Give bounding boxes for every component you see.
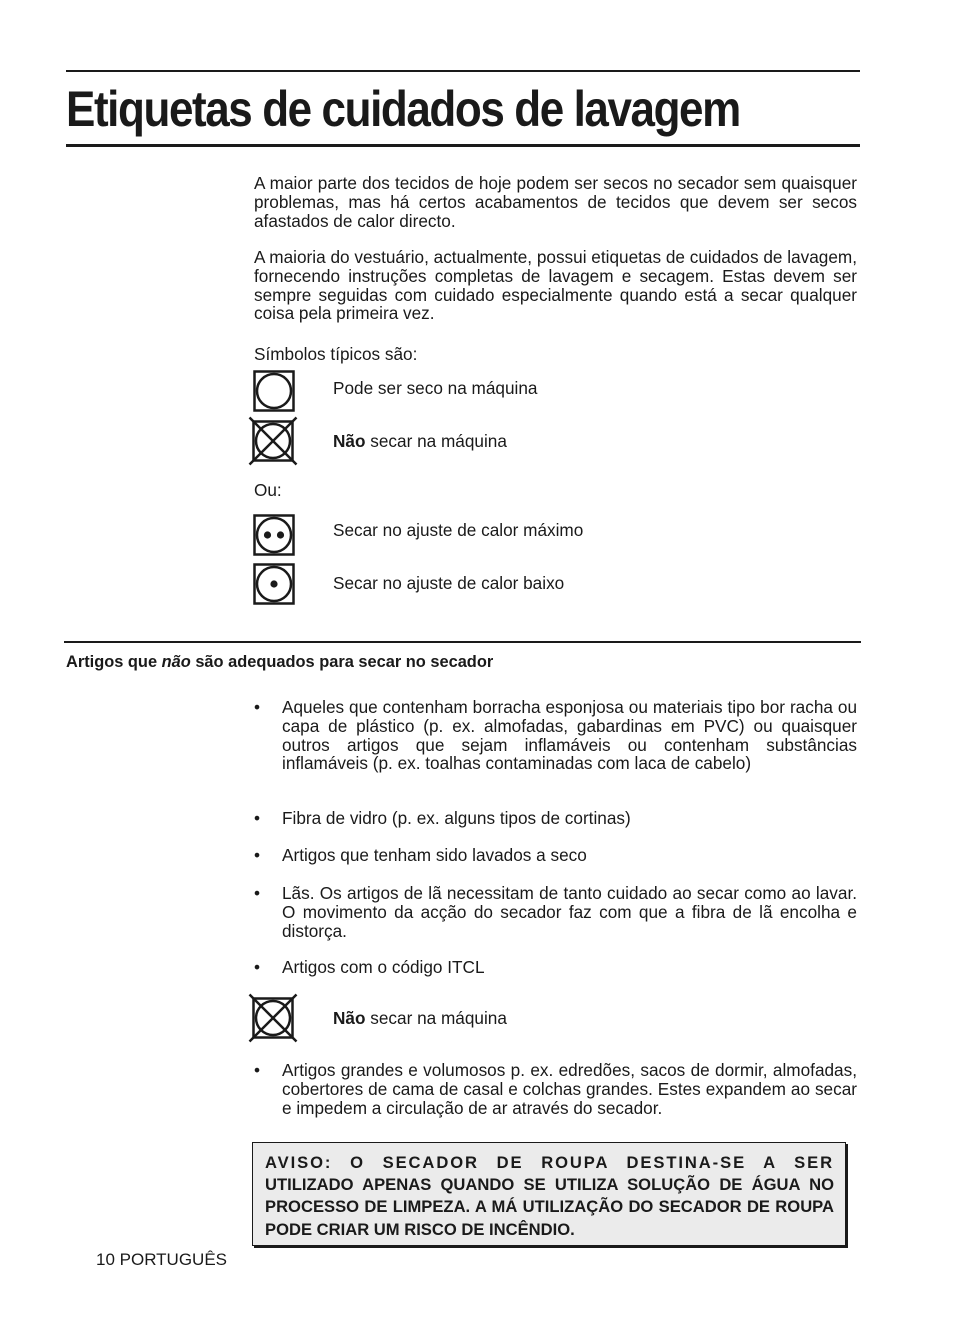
- section-heading-text: são adequados para secar no secador: [190, 653, 494, 671]
- list-item-text: Artigos que tenham sido lavados a seco: [282, 845, 587, 865]
- intro-paragraph-1: A maior parte dos tecidos de hoje podem ser secos no secador sem quaisquer problemas, mas há certos acabamentos de tecidos que devem ser secos afastados de calor directo.: [254, 173, 857, 231]
- list-item-text: Lãs. Os artigos de lã necessitam de tanto cuidado ao secar como ao lavar. O movimento da acção do secador faz com que a fibra de lã encolha e distorça.: [282, 883, 857, 941]
- section-heading: [66, 652, 493, 672]
- do-not-tumble-dry-icon: [248, 993, 298, 1043]
- bullet-marker: •: [254, 808, 261, 828]
- symbol-caption-text: Pode ser seco na máquina: [333, 378, 538, 398]
- tumble-dry-high-heat-icon: [253, 514, 295, 556]
- list-item-text: Artigos com o código ITCL: [282, 957, 485, 977]
- bullet-marker: •: [254, 1060, 261, 1080]
- list-item-text: Fibra de vidro (p. ex. alguns tipos de cortinas): [282, 808, 631, 828]
- page-title: Etiquetas de cuidados de lavagem: [66, 81, 740, 137]
- intro-paragraph-2: A maioria do vestuário, actualmente, possui etiquetas de cuidados de lavagem, fornecendo instruções completas de lavagem e secagem. Estas devem ser sempre seguidas com cuidado especialmente quando está a secar qualquer coisa pela primeira vez.: [254, 247, 857, 324]
- list-item: [254, 958, 857, 977]
- do-not-tumble-dry-icon: [248, 416, 298, 466]
- section-rule: [64, 641, 861, 643]
- title-underline: [66, 144, 860, 147]
- bullet-marker: •: [254, 957, 261, 977]
- symbol-caption-bold: Não: [333, 1008, 366, 1028]
- list-item-text: Aqueles que contenham borracha esponjosa ou materiais tipo bor racha ou capa de plástico (p. ex. almofadas, gabardinas em PVC) ou quaisquer outros artigos que sejam inflamáveis ou contenham substâncias inflamáveis (p. ex. toalhas contaminadas com laca de cabelo): [282, 697, 857, 774]
- symbol-caption-low-heat: Secar no ajuste de calor baixo: [333, 573, 565, 593]
- warning-box: [252, 1142, 846, 1246]
- or-label: Ou:: [254, 480, 282, 500]
- section-heading-emphasis: não: [161, 653, 191, 671]
- symbol-caption-do-not-tumble-dry: [333, 431, 507, 451]
- bullet-marker: •: [254, 697, 261, 717]
- warning-first-line: AVISO: O SECADOR DE ROUPA DESTINA-SE A SER: [265, 1153, 834, 1172]
- symbol-caption-tumble-dry: [333, 378, 537, 398]
- symbols-intro: Símbolos típicos são:: [254, 344, 418, 364]
- list-item: [254, 846, 857, 865]
- list-item: [254, 1061, 857, 1117]
- list-item-text: Artigos grandes e volumosos p. ex. edredões, sacos de dormir, almofadas, cobertores de cama de casal e colchas grandes. Estes expandem ao secar e impedem a circulação de ar através do secador.: [282, 1060, 857, 1118]
- tumble-dry-low-heat-icon: [253, 563, 295, 605]
- list-item: [254, 884, 857, 940]
- top-rule: [66, 70, 860, 72]
- warning-text: UTILIZADO APENAS QUANDO SE UTILIZA SOLUÇÃO DE ÁGUA NO PROCESSO DE LIMPEZA. A MÁ UTILIZAÇÃO DO SECADOR DE ROUPA PODE CRIAR UM RISCO DE INCÊNDIO.: [265, 1175, 834, 1239]
- section-heading-text: Artigos que: [66, 653, 162, 671]
- list-item: [254, 698, 857, 773]
- bullet-marker: •: [254, 845, 261, 865]
- symbol-caption-itcl: [333, 1008, 507, 1028]
- page-footer: 10 PORTUGUÊS: [96, 1250, 228, 1269]
- tumble-dry-icon: [253, 370, 295, 412]
- symbol-caption-text: secar na máquina: [365, 431, 507, 451]
- symbol-caption-high-heat: Secar no ajuste de calor máximo: [333, 520, 584, 540]
- bullet-marker: •: [254, 883, 261, 903]
- list-item: [254, 809, 857, 828]
- symbol-caption-text: secar na máquina: [365, 1008, 507, 1028]
- symbol-caption-bold: Não: [333, 431, 366, 451]
